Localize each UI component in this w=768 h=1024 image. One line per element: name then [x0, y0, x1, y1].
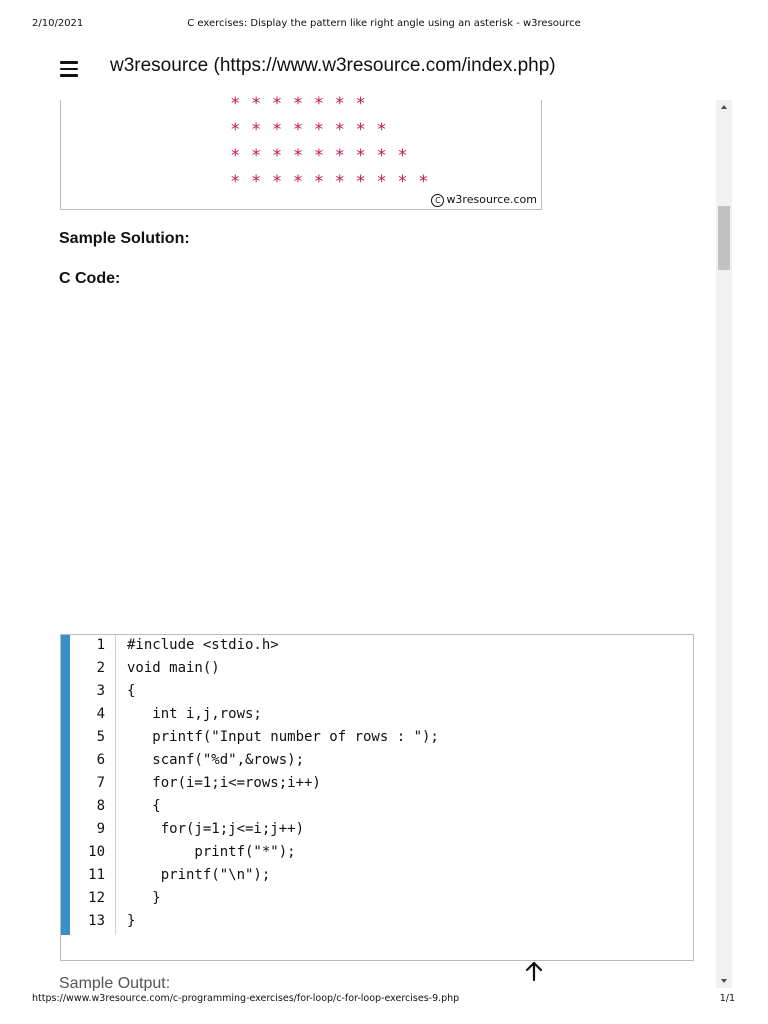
sample-output-heading: Sample Output: — [59, 975, 171, 991]
print-footer — [0, 993, 768, 1007]
hamburger-icon[interactable] — [60, 61, 78, 77]
code-line — [61, 821, 691, 844]
code-text: printf("Input number of rows : "); — [127, 729, 439, 745]
code-line — [61, 913, 691, 936]
code-line — [61, 890, 691, 913]
code-text: printf("*"); — [127, 844, 296, 860]
watermark-text: w3resource.com — [446, 193, 537, 206]
pattern-image — [60, 94, 542, 210]
code-text: scanf("%d",&rows); — [127, 752, 305, 768]
code-text: } — [127, 890, 161, 906]
line-number: 8 — [96, 798, 105, 814]
print-title: C exercises: Display the pattern like right angle using an asterisk - w3resource — [187, 18, 581, 29]
code-text: #include <stdio.h> — [127, 637, 279, 653]
code-line — [61, 775, 691, 798]
pattern-line: * * * * * * * * — [231, 120, 390, 140]
code-text: for(i=1;i<=rows;i++) — [127, 775, 321, 791]
line-number: 13 — [88, 913, 105, 929]
code-line — [61, 752, 691, 775]
code-line — [61, 660, 691, 683]
pattern-line: * * * * * * * * * * — [231, 172, 432, 192]
line-number: 9 — [96, 821, 105, 837]
scroll-thumb[interactable] — [718, 206, 730, 270]
code-line — [61, 798, 691, 821]
c-code-heading: C Code: — [59, 270, 121, 287]
page-number: 1/1 — [719, 993, 735, 1004]
line-number: 2 — [96, 660, 105, 676]
arrow-up-icon[interactable] — [524, 960, 544, 982]
code-text: printf("\n"); — [127, 867, 271, 883]
site-title[interactable]: w3resource (https://www.w3resource.com/index.php) — [110, 55, 556, 76]
line-number: 11 — [88, 867, 105, 883]
copyright-icon: C — [431, 194, 444, 207]
line-number: 10 — [88, 844, 105, 860]
pattern-line: * * * * * * * — [231, 94, 369, 114]
code-line — [61, 637, 691, 660]
pattern-line: * * * * * * * * * — [231, 146, 411, 166]
print-date: 2/10/2021 — [32, 18, 84, 29]
vertical-scrollbar[interactable] — [716, 100, 732, 988]
code-line — [61, 683, 691, 706]
triangle-down-icon[interactable] — [716, 974, 732, 988]
code-text: void main() — [127, 660, 220, 676]
code-line — [61, 729, 691, 752]
code-line — [61, 706, 691, 729]
sample-solution-heading: Sample Solution: — [59, 230, 190, 247]
line-number: 3 — [96, 683, 105, 699]
code-text: for(j=1;j<=i;j++) — [127, 821, 305, 837]
code-text: int i,j,rows; — [127, 706, 262, 722]
watermark — [431, 193, 537, 207]
footer-url: https://www.w3resource.com/c-programming-exercises/for-loop/c-for-loop-exercises-9.php — [32, 993, 460, 1004]
line-number: 12 — [88, 890, 105, 906]
code-block — [60, 634, 694, 961]
code-line — [61, 844, 691, 867]
code-line — [61, 867, 691, 890]
line-number: 7 — [96, 775, 105, 791]
code-text: { — [127, 683, 136, 699]
code-text: } — [127, 913, 136, 929]
line-number: 1 — [96, 637, 105, 653]
line-number: 5 — [96, 729, 105, 745]
code-text: { — [127, 798, 161, 814]
line-number: 6 — [96, 752, 105, 768]
triangle-up-icon[interactable] — [716, 100, 732, 114]
line-number: 4 — [96, 706, 105, 722]
print-header — [0, 18, 768, 32]
